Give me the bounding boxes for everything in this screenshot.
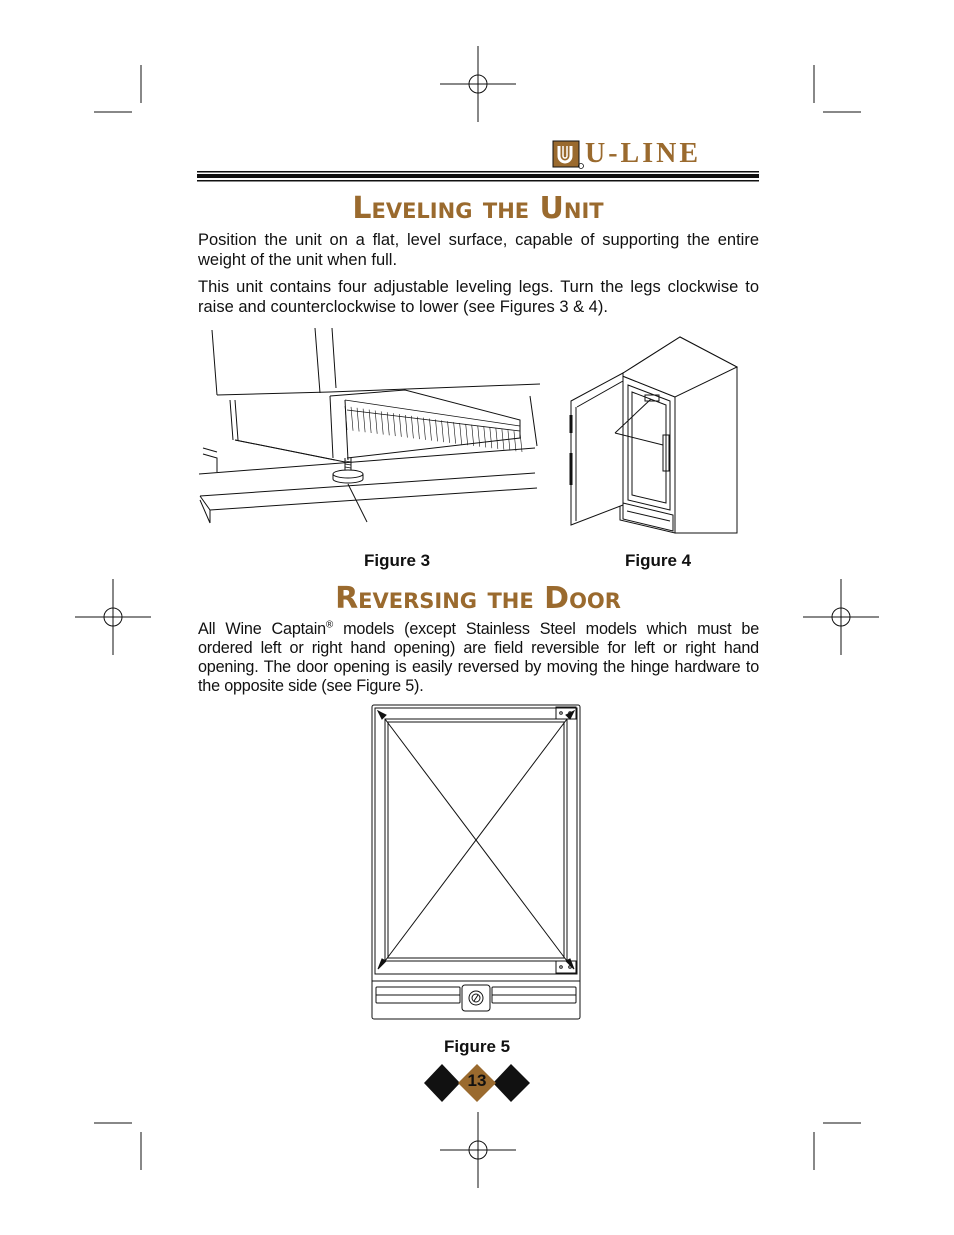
brand-logo-icon	[552, 140, 584, 170]
figure-3-leveling-leg-illustration	[195, 328, 545, 528]
figure-4-cabinet-illustration	[565, 335, 745, 535]
registration-mark-bottom	[440, 1112, 516, 1188]
grille-slat	[508, 430, 510, 450]
grille-slat	[387, 412, 389, 435]
figure-3-caption: Figure 3	[364, 551, 431, 570]
grille-slat	[411, 416, 413, 438]
registration-mark-left	[75, 579, 151, 655]
section-title-leveling: Leveling the Unit	[352, 191, 604, 226]
grille-slat	[478, 426, 480, 447]
page-number: 13	[467, 1071, 487, 1090]
registration-mark-top	[440, 46, 516, 122]
figure-5-caption: Figure 5	[444, 1037, 511, 1056]
grille-slat	[466, 424, 468, 445]
grille-slat	[399, 414, 401, 437]
registration-mark-right	[803, 579, 879, 655]
figure-5-door-illustration	[370, 703, 582, 1021]
grille-slat	[405, 415, 407, 438]
grille-slat	[460, 423, 462, 444]
grille-slat	[429, 419, 431, 441]
grille-slat	[496, 428, 498, 449]
section-title-reversing: Reversing the Door	[335, 581, 621, 616]
reversing-paragraph-lead: All Wine Captain	[198, 620, 326, 638]
grille-slat	[381, 411, 383, 434]
grille-slat	[423, 418, 425, 440]
grille-slat	[436, 419, 438, 441]
figure-4-caption: Figure 4	[625, 551, 692, 570]
leveling-paragraph-1: Position the unit on a flat, level surface, capable of supporting the entire weight of the unit when full.	[198, 231, 759, 269]
reversing-paragraph	[198, 620, 759, 696]
reversing-paragraph-body: models (except Stainless Steel models which must be ordered left or right hand opening) are field reversible for left or right hand opening. The door opening is easily reversed by moving the hinge hardware to the opposite side (see Figure 5).	[198, 620, 759, 695]
grille-slat	[393, 413, 395, 436]
grille-slat	[448, 421, 450, 443]
grille-slat	[454, 422, 456, 444]
grille-slat	[442, 420, 444, 442]
brand-name: U-LINE	[585, 138, 702, 169]
registered-mark: ®	[325, 619, 334, 631]
grille-slat	[490, 428, 492, 449]
grille-slat	[472, 425, 474, 446]
grille-slat	[484, 427, 486, 448]
grille-slat	[514, 431, 516, 451]
grille-slat	[417, 417, 419, 439]
header-rule	[197, 171, 759, 183]
leveling-paragraph-2: This unit contains four adjustable leveling legs. Turn the legs clockwise to raise and counterclockwise to lower (see Figures 3 & 4).	[198, 278, 759, 316]
